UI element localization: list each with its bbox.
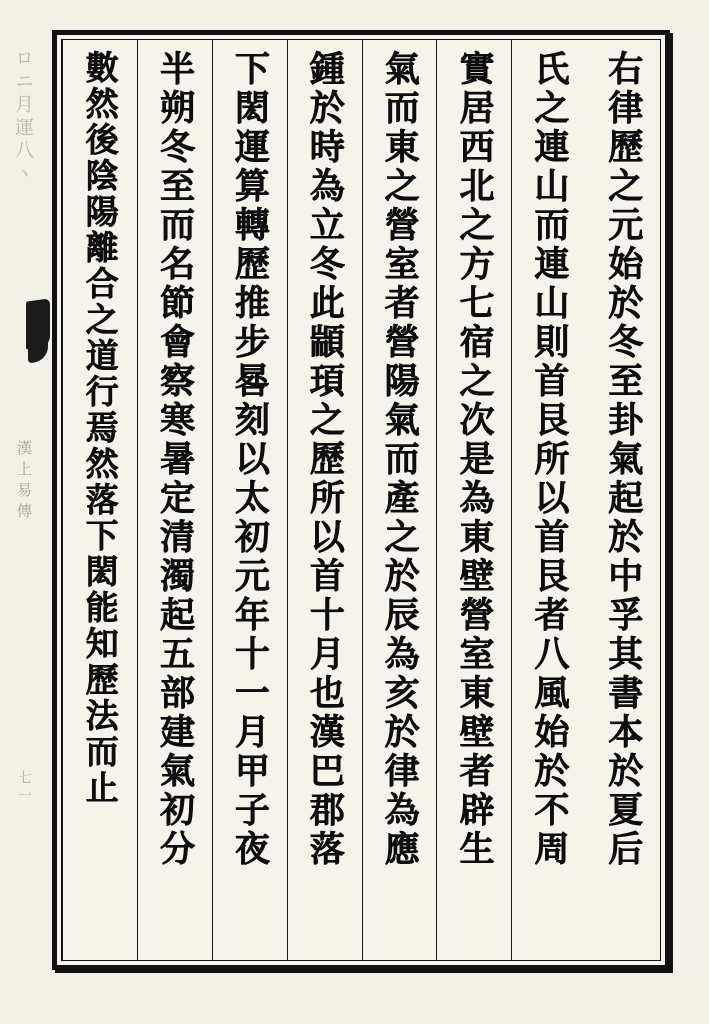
column-text: 半朔冬至而名節會察寒暑定清濁起五部建氣初分: [154, 50, 196, 869]
text-column-6: [212, 40, 287, 960]
text-block-frame: [52, 30, 670, 970]
column-text: 氣而東之營室者營陽氣而產之於辰為亥於律為應: [378, 50, 420, 869]
ink-blot: [26, 298, 50, 349]
margin-top-note: ロニ月運八ヽ: [12, 48, 34, 186]
margin-strip: [0, 0, 52, 1024]
text-column-3: [436, 40, 511, 960]
text-column-8: [62, 40, 137, 960]
text-column-7: [137, 40, 212, 960]
margin-side-title: 漢上易傳: [15, 440, 33, 524]
text-column-1: [586, 40, 660, 960]
text-column-5: [287, 40, 362, 960]
column-text: 數然後陰陽離合之道行焉然落下閎能知歷法而止: [80, 50, 120, 806]
column-text: 氏之連山而連山則首艮所以首艮者八風始於不周: [528, 50, 570, 869]
column-text: 實居西北之方七宿之次是為東壁營室東壁者辟生: [453, 50, 495, 869]
text-column-2: [511, 40, 586, 960]
column-text: 右律歷之元始於冬至卦氣起於中孚其書本於夏后: [602, 50, 644, 869]
column-text: 下閎運算轉歷推步晷刻以太初元年十一月甲子夜: [229, 50, 271, 869]
margin-bottom-note: 七一: [16, 770, 32, 806]
column-text: 鍾於時為立冬此顓頊之歷所以首十月也漢巴郡落: [304, 50, 346, 869]
text-columns: [61, 39, 661, 961]
text-column-4: [362, 40, 437, 960]
